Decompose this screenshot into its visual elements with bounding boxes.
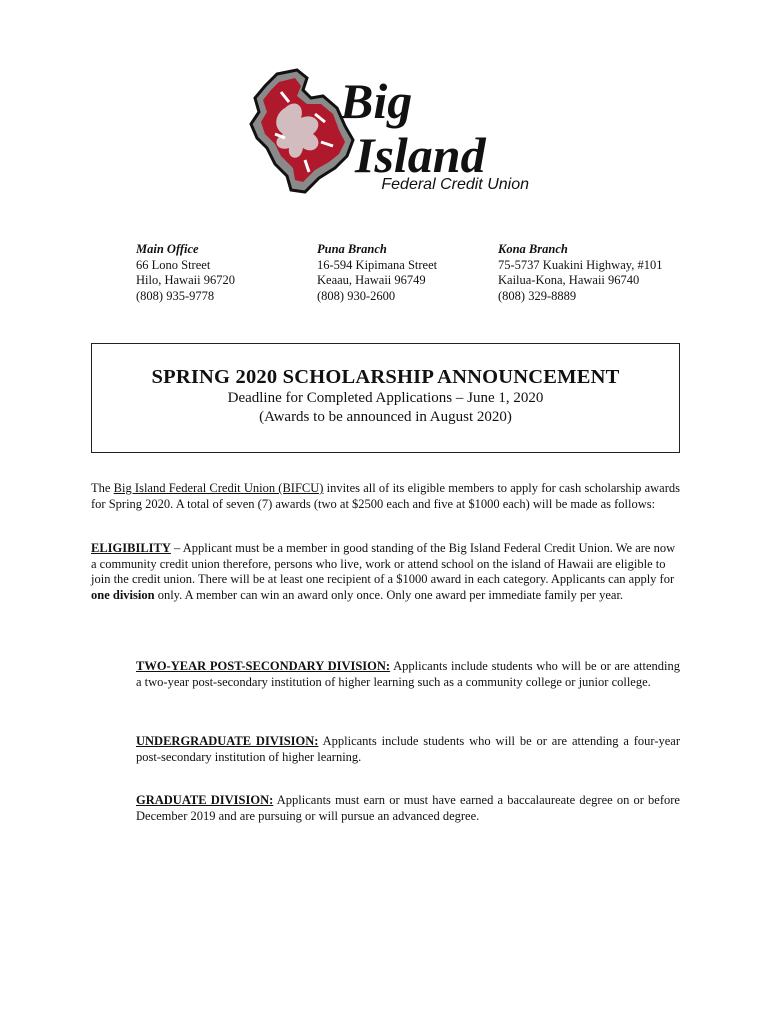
logo-word-island: Island <box>355 127 486 183</box>
office-name: Main Office <box>136 242 199 256</box>
announcement-awards-note: (Awards to be announced in August 2020) <box>259 409 512 425</box>
office-main <box>136 242 235 304</box>
office-phone: (808) 930-2600 <box>317 288 396 303</box>
office-city: Hilo, Hawaii 96720 <box>136 273 235 287</box>
office-puna <box>317 242 437 304</box>
intro-org-name: Big Island Federal Credit Union (BIFCU) <box>113 481 324 495</box>
eligibility-paragraph <box>91 541 680 603</box>
division-undergraduate <box>136 734 680 765</box>
division-heading: TWO-YEAR POST-SECONDARY DIVISION: <box>136 659 391 673</box>
office-street: 75-5737 Kuakini Highway, #101 <box>498 257 663 272</box>
office-city: Kailua-Kona, Hawaii 96740 <box>498 273 640 287</box>
eligibility-label: ELIGIBILITY <box>91 541 171 555</box>
division-text: Applicants must earn or must have earned a baccalaureate degree on or before December 2019 and are pursuing or will pursue an advanced degree. <box>136 793 680 823</box>
eligibility-text-2: only. A member can win an award only once. Only one award per immediate family per year. <box>154 587 624 602</box>
division-text: Applicants include students who will be or are attending a two-year post-secondary institution of higher learning such as a community college or junior college. <box>136 659 680 689</box>
bifcu-logo <box>245 68 535 198</box>
intro-rest: invites all of its eligible members to apply for cash scholarship awards for Spring 2020. A total of seven (7) awards (two at $2500 each and five at $1000 each) will be made as follows: <box>91 481 681 511</box>
office-street: 16-594 Kipimana Street <box>317 257 438 272</box>
office-kona <box>498 242 662 304</box>
office-city: Keaau, Hawaii 96749 <box>317 273 426 287</box>
eligibility-emphasis: one division <box>91 587 155 602</box>
intro-lead: The <box>91 481 114 495</box>
division-graduate <box>136 793 680 824</box>
office-phone: (808) 329-8889 <box>498 288 577 303</box>
office-street: 66 Lono Street <box>136 257 211 272</box>
announcement-title: SPRING 2020 SCHOLARSHIP ANNOUNCEMENT <box>151 366 620 388</box>
logo-tagline: Federal Credit Union <box>381 176 529 193</box>
office-phone: (808) 935-9778 <box>136 288 215 303</box>
intro-paragraph <box>91 481 680 512</box>
office-name: Kona Branch <box>498 242 568 256</box>
division-heading: UNDERGRADUATE DIVISION: <box>136 734 319 748</box>
announcement-box <box>91 343 680 453</box>
division-two-year <box>136 659 680 690</box>
eligibility-text-1: – Applicant must be a member in good standing of the Big Island Federal Credit Union. We are now a community credit union therefore, persons who live, work or attend school on the island of Hawaii are eligible to join the credit union. There will be at least one recipient of a $1000 award in each category. Applicants can apply for <box>91 541 676 587</box>
division-heading: GRADUATE DIVISION: <box>136 793 274 807</box>
office-name: Puna Branch <box>317 242 387 256</box>
logo-word-big: Big <box>340 73 413 129</box>
division-text: Applicants include students who will be or are attending a four-year post-secondary institution of higher learning. <box>136 734 680 764</box>
announcement-deadline: Deadline for Completed Applications – June 1, 2020 <box>227 390 544 406</box>
